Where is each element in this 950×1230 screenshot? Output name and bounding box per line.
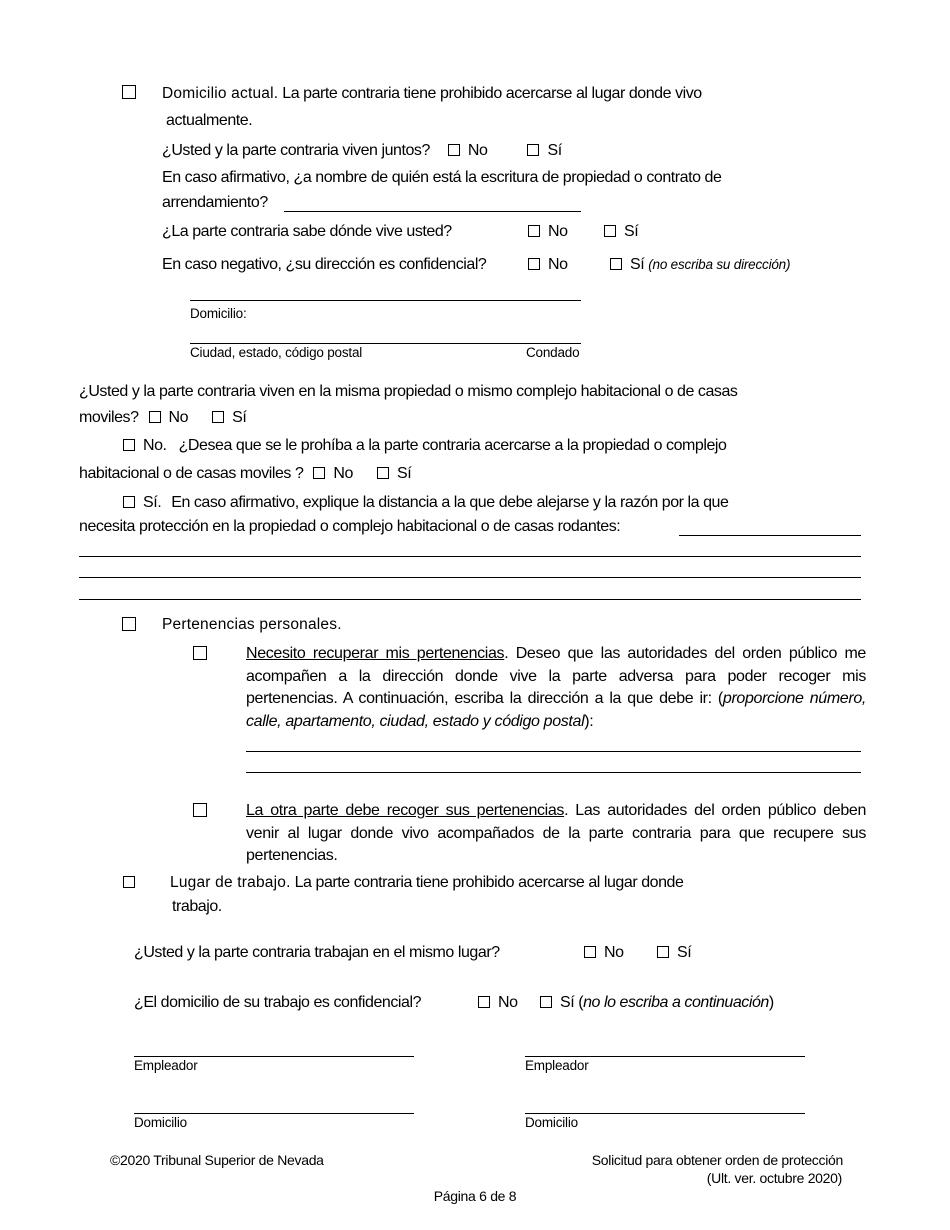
- otra-parte-text: . Las autoridades del orden público deben venir al lugar donde vivo acompañados de la parte contraria para que recupere sus pertenencias.: [246, 802, 866, 864]
- confidencial-si-option: [610, 255, 790, 274]
- pertenencias-heading: Pertenencias personales.: [162, 616, 342, 633]
- empleador-input-line-2[interactable]: [525, 1056, 805, 1057]
- sabe-si-option: [604, 222, 638, 241]
- mismo-lugar-si-label: Sí: [677, 944, 692, 961]
- q-misma-propiedad-2: [79, 408, 246, 427]
- mismo-lugar-no-checkbox[interactable]: [584, 946, 596, 958]
- q-misma-propiedad-1: ¿Usted y la parte contraria viven en la misma propiedad o mismo complejo habitacional o de casas: [79, 383, 738, 400]
- recuperar-text: . Deseo que las autoridades del orden público me acompañen a la dirección donde vive la parte adversa para poder recoger mis pertenencias. A continuación, escriba la dirección a la que debe ir: (: [246, 645, 866, 707]
- trabajo-close-paren: ): [768, 994, 774, 1011]
- sabe-no-checkbox[interactable]: [528, 225, 540, 237]
- q-confidencial-label: En caso negativo, ¿su dirección es confidencial?: [162, 256, 487, 273]
- prohiba-no-checkbox[interactable]: [313, 467, 325, 479]
- recuperar-italic: proporcione número, calle, apartamento, ciudad, estado y código postal: [246, 690, 866, 730]
- mismo-lugar-si-option: [657, 943, 691, 962]
- misma-propiedad-no-label: No: [168, 409, 189, 426]
- q-escritura-1: En caso afirmativo, ¿a nombre de quién está la escritura de propiedad o contrato de: [162, 169, 722, 186]
- footer-version: (Ult. ver. octubre 2020): [706, 1170, 842, 1186]
- footer-page-number: Página 6 de 8: [433, 1188, 517, 1204]
- trabajo-confidencial-no-option: [478, 993, 518, 1012]
- ciudad-field-label: Ciudad, estado, código postal: [190, 345, 363, 360]
- misma-propiedad-no-checkbox[interactable]: [149, 411, 161, 423]
- sabe-no-option: [528, 222, 568, 241]
- viven-juntos-no-label: No: [467, 142, 488, 159]
- opt-no-label: No.: [143, 437, 167, 454]
- opt-no-checkbox[interactable]: [123, 439, 135, 451]
- trabajo-text-1: La parte contraria tiene prohibido acercarse al lugar donde: [294, 874, 684, 891]
- viven-juntos-no-checkbox[interactable]: [448, 144, 460, 156]
- empleador-label-2: Empleador: [525, 1058, 589, 1073]
- mismo-lugar-no-option: [584, 943, 624, 962]
- trabajo-domicilio-label-1: Domicilio: [134, 1115, 187, 1130]
- confidencial-no-option: [528, 255, 568, 274]
- footer-copyright: ©2020 Tribunal Superior de Nevada: [110, 1152, 324, 1168]
- confidencial-no-checkbox[interactable]: [528, 258, 540, 270]
- opt-no-text-1: ¿Desea que se le prohíba a la parte contraria acercarse a la propiedad o complejo: [178, 437, 727, 454]
- domicilio-heading: Domicilio actual.: [162, 85, 279, 102]
- q-sabe-label: ¿La parte contraria sabe dónde vive usted?: [162, 223, 452, 240]
- prohiba-si-label: Sí: [396, 465, 412, 482]
- q-escritura-2: arrendamiento?: [162, 194, 268, 211]
- explique-input-line-2[interactable]: [79, 556, 861, 557]
- recuperar-checkbox[interactable]: [193, 645, 215, 664]
- trabajo-confidencial-no-checkbox[interactable]: [478, 996, 490, 1008]
- pertenencias-checkbox[interactable]: [122, 616, 144, 635]
- q-viven-juntos: [162, 141, 562, 160]
- empleador-input-line-1[interactable]: [134, 1056, 414, 1057]
- trabajo-confidencial-si-label: Sí (: [560, 994, 584, 1011]
- explique-input-line-3[interactable]: [79, 577, 861, 578]
- recuperar-address-line-2[interactable]: [246, 772, 861, 773]
- domicilio-input-line[interactable]: [190, 300, 581, 301]
- confidencial-no-label: No: [548, 256, 568, 273]
- otra-parte-title: La otra parte debe recoger sus pertenencias: [246, 802, 565, 819]
- opt-si-text-2: necesita protección en la propiedad o complejo habitacional o de casas rodantes:: [79, 518, 621, 535]
- sabe-no-label: No: [548, 223, 568, 240]
- no-escriba-note: (no escriba su dirección): [648, 257, 791, 272]
- otra-parte-paragraph: [246, 800, 866, 868]
- mismo-lugar-no-label: No: [604, 944, 624, 961]
- opt-no-line-2: [79, 464, 411, 483]
- trabajo-line-1: [170, 873, 683, 893]
- explique-input-line-1[interactable]: [679, 535, 861, 536]
- trabajo-domicilio-input-line-1[interactable]: [134, 1113, 414, 1114]
- confidencial-si-checkbox[interactable]: [610, 258, 622, 270]
- viven-juntos-si-checkbox[interactable]: [527, 144, 539, 156]
- opt-si-text-1: En caso afirmativo, explique la distancia a la que debe alejarse y la razón por la que: [171, 494, 729, 511]
- opt-no-line-1: [123, 436, 726, 455]
- domicilio-text-2: actualmente.: [166, 112, 253, 129]
- q-trabajo-confidencial-label: ¿El domicilio de su trabajo es confidencial?: [134, 994, 422, 1011]
- explique-input-line-4[interactable]: [79, 599, 861, 600]
- misma-propiedad-si-checkbox[interactable]: [212, 411, 224, 423]
- domicilio-text-1: La parte contraria tiene prohibido acercarse al lugar donde vivo: [282, 85, 702, 102]
- empleador-label-1: Empleador: [134, 1058, 198, 1073]
- opt-no-text-2: habitacional o de casas moviles ?: [79, 465, 304, 482]
- confidencial-si-label: Sí: [630, 256, 645, 273]
- recuperar-end: ):: [584, 712, 594, 730]
- ciudad-input-line[interactable]: [190, 343, 581, 344]
- trabajo-confidencial-si-checkbox[interactable]: [540, 996, 552, 1008]
- sabe-si-label: Sí: [624, 223, 639, 240]
- prohiba-si-checkbox[interactable]: [377, 467, 389, 479]
- mismo-lugar-si-checkbox[interactable]: [657, 946, 669, 958]
- q-mismo-lugar-label: ¿Usted y la parte contraria trabajan en el mismo lugar?: [134, 944, 500, 961]
- misma-propiedad-si-label: Sí: [232, 409, 247, 426]
- domicilio-line-1: [162, 84, 702, 104]
- opt-si-checkbox[interactable]: [123, 496, 135, 508]
- trabajo-text-2: trabajo.: [172, 898, 222, 915]
- trabajo-checkbox[interactable]: [123, 873, 143, 892]
- trabajo-no-escriba-note: no lo escriba a continuación: [583, 994, 769, 1011]
- domicilio-checkbox[interactable]: [122, 84, 144, 103]
- opt-si-line-1: [123, 493, 728, 512]
- trabajo-domicilio-label-2: Domicilio: [525, 1115, 578, 1130]
- trabajo-confidencial-si-option: [540, 993, 774, 1012]
- prohiba-no-label: No: [333, 465, 353, 482]
- recuperar-title: Necesito recuperar mis pertenencias: [246, 645, 505, 662]
- opt-si-label: Sí.: [143, 494, 162, 511]
- trabajo-heading: Lugar de trabajo.: [170, 874, 291, 891]
- q-misma-propiedad-2-label: moviles?: [79, 409, 139, 426]
- viven-juntos-si-label: Sí: [547, 142, 562, 159]
- recuperar-address-line-1[interactable]: [246, 751, 861, 752]
- condado-field-label: Condado: [526, 345, 580, 360]
- escritura-input-line[interactable]: [284, 211, 581, 212]
- recuperar-paragraph: [246, 643, 866, 733]
- footer-form-title: Solicitud para obtener orden de protección: [591, 1152, 843, 1168]
- domicilio-field-label: Domicilio:: [190, 306, 247, 321]
- trabajo-domicilio-input-line-2[interactable]: [525, 1113, 805, 1114]
- q-viven-juntos-label: ¿Usted y la parte contraria viven juntos?: [162, 142, 430, 159]
- sabe-si-checkbox[interactable]: [604, 225, 616, 237]
- otra-parte-checkbox[interactable]: [193, 802, 215, 821]
- trabajo-confidencial-no-label: No: [498, 994, 518, 1011]
